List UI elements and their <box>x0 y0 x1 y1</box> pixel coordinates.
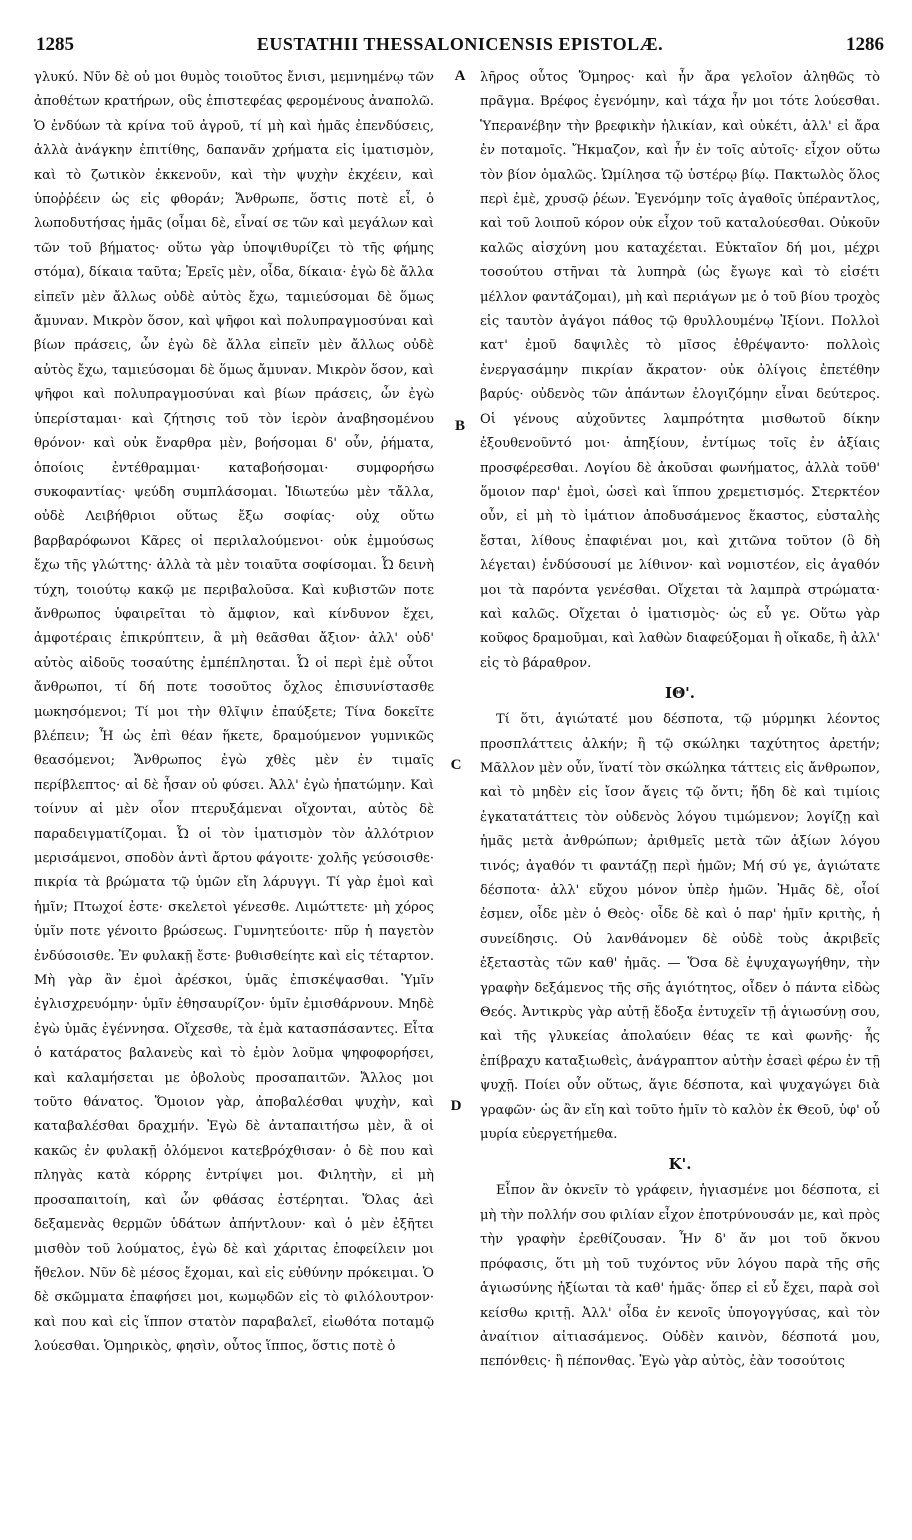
page-number-right: 1286 <box>846 34 884 55</box>
letter-18-ending: λῆρος οὗτος Ὅμηρος· καὶ ἦν ἄρα γελοῖον ἀληθῶς τὸ πρᾶγμα. Βρέφος ἐγενόμην, καὶ τάχα ἦν μοι τότε λούεσθαι. Ὑπερανέβην τὴν βρεφικὴν ἡλικίαν, καὶ οὐκέτι, ἀλλ' εἰ ἄρα ἐν ποταμοῖς. Ἤκμαζον, καὶ ἦν ἐν τοῖς αὐτοῖς· εἶχον οὕτω τὸν βίον ὁμαλῶς. Ὡμίλησα τῷ ὑστέρῳ βίῳ. Πακτωλὸς ὅλος περὶ ἐμὲ, χρυσῷ ῥέων. Ἐγενόμην τοῖς ἀγαθοῖς ὑπέραντλος, καὶ τοῦ λοιποῦ κόρον οὐκ εἶχον τοῦ καταλούεσθαι. Οὐκοῦν καλῶς αἰσχύνη μου καταχέεται. Εὐκταῖον δή μοι, μέχρι τοσούτου στῆναι τὰ λυπηρὰ (ὡς ἔγωγε καὶ τὸ εἰσέτι μέλλον φαντάζομαι), μὴ καὶ περιάγων με ὁ τοῦ βίου τροχὸς εἰς ταυτὸν ἀγάγοι πάθος τῷ θρυλλουμένῳ Ἰξίονι. Πολλοὶ κατ' ἐμοῦ δαψιλὲς τὸ μῖσος ἐθρέψαντο· πολλοὶς ἐνεργασάμην πικρίαν ἄκρατον· οὐκ ὀλίγοις ἐπετέθην βαρύς· οὐδενὸς τῶν ἁπάντων ἐλογιζόμην εἶναι δεύτερος. Οἱ γένους αὐχοῦντες λαμπρότητα μισθωτοῦ δίκην ἐξουθενοῦντό μοι· ἀπηξίουν, ἐντίμως τοῖς ἐν ἀξίαις προσφέρεσθαι. Λογίου δὲ ἀκοῦσαι φωνήματος, ἀλλὰ τοῦθ' ὅμοιον παρ' ἐμοὶ, ὡσεὶ καὶ ἵππου χρεμετισμός. Στερκτέον οὖν, εἰ μὴ τὸ ἱμάτιον ἀποδυσάμενος ἕκαστος, εὐσταλὴς ἔσται, λίθους ἐπαφιέναι μοι, καὶ χιτῶνα τοῦτον (ὃ δὴ λέγεται) ἐνδύσουσί με λίθινον· καὶ νομιστέον, εἰς ἀγαθόν μοι τὰ παρόντα γενέσθαι. Οἴχεται τὰ λαμπρὰ στρώματα· καὶ καλῶς. Οἴχεται ὁ ἱματισμὸς· ὡς εὖ γε. Οὕτω γὰρ κοῦφος δραμοῦμαι, καὶ λαθὼν διαφεύξομαι ἢ οἴκαδε, ἢ ἀλλ' εἰς τὸ βάραθρον. <box>480 70 880 671</box>
letter-20-heading: Κ'. <box>668 1155 692 1174</box>
margin-letter-d: D <box>450 1098 462 1114</box>
left-column-text: γλυκύ. Νῦν δὲ οὐ μοι θυμὸς τοιοῦτος ἔνισι, μεμνημένῳ τῶν ἀποθέτων κρατήρων, οὓς ἐπιστεφέας φερομένους ἀναπολῶ. Ὁ ἐνδύων τὰ κρίνα τοῦ ἀγροῦ, τί μὴ καὶ ἡμᾶς ἐπενδύσεις, ἀλλὰ ἀνάγκην ἐπιτίθης, δαπανᾶν χρήματα εἰς ἱματισμὸν, καὶ τὸ ζωτικὸν ἐκκενοῦν, καὶ τὴν ψυχὴν ἐκχέειν, καὶ ὑποῤῥέειν ὡς εἰς φθοράν; Ἄνθρωπε, ὅστις ποτὲ εἶ, ὁ λωποδυτήσας ἡμᾶς (οἶμαι δὲ, εἶναί σε τῶν καὶ μεγάλων καὶ τῶν τοῦ βήματος· οὕτω γὰρ ὑποψιθυρίζει τὸ τῆς φήμης στόμα), δίκαια ταῦτα; Ἐρεῖς μὲν, οἶδα, δίκαια· ἐγὼ δὲ ἄλλα εἰπεῖν μὲν ἄλλως οὐδὲ αὐτὸς ἔχω, ταμιεύσομαι δὲ ὅμως ἄμυναν. Μικρὸν ὅσον, καὶ ψῆφοι καὶ πολυπραγμοσύναι καὶ βίων πράσεις, ὧν ἐγὼ δὲ ἄλλα εἰπεῖν μὲν ἄλλως οὐδὲ αὐτὸς ἔχω, ταμιεύσομαι δὲ ὅμως ἄμυναν. Μικρὸν ὅσον, καὶ ψῆφοι καὶ πολυπραγμοσύναι καὶ βίων πράσεις, ὧν ἐγὼ ὑπερίσταμαι· καὶ ζήτησις τοῦ τὸν ἱερὸν ἀναβησομένου θρόνον· καὶ οὐκ ἔναρθρα μὲν, βοήσομαι δ' οὖν, ῥήματα, ὁποίοις ἐντέθραμμαι· καταβοήσομαι· συμφορήσω συκοφαντίας· ψεύδη συμπλάσομαι. Ἰδιωτεύω μὲν τἄλλα, οὐδὲ Λειβήθριοι οὕτως ἔξω σοφίας· οὐχ οὕτω βαρβαρόφωνοι Κᾶρες οἱ περιλαλούμενοι· οὐκ ἐμμούσως ἔχω τῆς γλώττης· ἀλλὰ τὰ μὲν τοιαῦτα σοφίσομαι. Ὦ δεινὴ τύχη, τοιούτῳ κακῷ με περιβαλοῦσα. Καὶ κυβιστῶν ποτε ἄνθρωπος ὑφαιρεῖται τὸ ἄμφιον, καὶ κίνδυνον ἔχει, ἀμφοτέραις ἐπικρύπτειν, ἃ μὴ θεᾶσθαι ἄξιον· ἀλλ' οὐδ' αὐτὸς αἰδοῦς τοσαύτης ἐμπέπλησται. Ὦ οἱ περὶ ἐμὲ οὗτοι ἄνθρωποι, τί δή ποτε τοσοῦτος ὄχλος ἐπισυνίστασθε μωκησόμενοι; Τί μοι τὴν θλῖψιν ἐπαύξετε; Τίνα δοκεῖτε βλέπειν; Ἦ ὡς ἐπὶ θέαν ἥκετε, δραμούμενον γυμνικῶς θεασόμενοι; Ἄνθρωπος ἐγὼ χθὲς μὲν ἐν τιμαῖς περίβλεπτος· αἱ δὲ ἦσαν οὐ φύσει. Ἀλλ' ἐγὼ ἠπατώμην. Καὶ τοίνυν αἱ μὲν οἷον πτερυξάμεναι οἴχονται, αὐτὸς δὲ παραδειγματίζομαι. Ὦ οἱ τὸν ἱματισμὸν τὸν ἀλλότριον μερισάμενοι, σποδὸν ἀντὶ ἄρτου φάγοιτε· χολῆς γεύσοισθε· πικρία τὰ βρώματα τῷ ὑμῶν εἴη λάρυγγι. Τί γὰρ ἐμοὶ καὶ ἡμῖν; Πτωχοί ἐστε· σκελετοὶ γένεσθε. Λιμώττετε· μὴ χόρος ὑμῖν ποτε γένοιτο βρώσεως. Γυμνητεύοιτε· πῦρ ἡ παγετὸν ἐνδύσοισθε. Ἐν φυλακῇ ἔστε· βυθισθείητε καὶ εἰς τέταρτον. Μὴ γὰρ ἂν ἐμοὶ ἀρέσκοι, ὑμᾶς ἐπισκέψασθαι. Ὑμῖν ἐγλισχρευόμην· ὑμῖν ἐθησαυρίζον· ὑμῖν ἐμισθάρνουν. Μηδὲ ἐγὼ ὑμᾶς ἐγέννησα. Οἴχεσθε, τὰ ἐμὰ κατασπάσαντες. Εἶτα ὁ κατάρατος βαλανεὺς καὶ τὸ ἐμὸν λοῦμα ψηφοφορήσει, καὶ καλαμήσεται με ὀβολοὺς προσαπαιτῶν. Ἄλλος μοι τοῦτο θάνατος. Ὅμοιον γὰρ, ἀποβαλέσθαι ψυχὴν, καὶ καταβαλέσθαι δραχμήν. Ἐγὼ δὲ ἀνταπαιτήσω μὲν, ἃ οἱ κακῶς ἐν φυλακῇ ὀλόμενοι κατεβρόχθισαν· ὁ δὲ που καὶ πληγὰς κατὰ κόρρης ἐντρίψει μοι. Φιλητὴν, εἰ μὴ προσαπαιτοίη, καὶ ὧν φθάσας ἐστέρηται. Ὅλας ἀεὶ δεξαμενὰς θερμῶν ὑδάτων ἀπήντλουν· καὶ ὁ μὲν ἐξῆτει μισθὸν τοῦ λούματος, ἐγὼ δὲ καὶ χάριτας ἐποφείλειν μοι ἤθελον. Νῦν δὲ μέσος ἔχομαι, καὶ εἰς εὐθύνην πρόκειμαι. Ὁ δὲ σκῶμματα ἐπαφήσει μοι, κωμῳδῶν εἰς τὸ φιλόλουτρον· καὶ που καὶ εἰς ἵππον στατὸν παραβαλεῖ, εἰωθότα ποταμῷ λούεσθαι. Ὁμηρικὸς, φησὶν, οὗτος ἵππος, ὅστις ποτὲ ὁ <box>34 70 434 1355</box>
margin-letter-c: C <box>450 757 462 773</box>
running-title: EUSTATHII THESSALONICENSIS EPISTOLÆ. <box>256 34 664 54</box>
margin-letter-b: B <box>454 418 465 434</box>
letter-19-text: Τί ὅτι, ἁγιώτατέ μου δέσποτα, τῷ μύρμηκι λέοντος προσπλάττεις ἀλκήν; ἢ τῷ σκώληκι ταχύτητος ἀρετήν; Μᾶλλον μὲν οὖν, ἵνατί τὸν σκώληκα τάττεις εἰς ἄνθρωπον, καὶ τὸ μηδὲν εἰς ἴσον ἄγεις τῷ ὄντι; ἤδη δὲ καὶ τιμίοις ἐγκατατάττεις τὸν οὐδενὸς λόγου τιμώμενον; λογίζῃ καὶ ἡμᾶς μετὰ ἀνθρώπων; ἀριθμεῖς μετὰ τῶν ἀξίων λόγου τινός; ἀγαθόν τι φαντάζῃ περὶ ἡμῶν; Μή σύ γε, ἁγιώτατε δέσποτα· ἀλλ' εὔχου μόνον ὑπὲρ ἡμῶν. Ἡμᾶς δὲ, οἷοί ἐσμεν, οἶδε μὲν ὁ Θεὸς· οἶδε δὲ καὶ ὁ παρ' ἡμῖν κριτὴς, ἡ συνείδησις. Οὐ λανθάνομεν δὲ οὐδὲ τοὺς ἀκριβεῖς ἐξεταστὰς τῶν καθ' ἡμᾶς. — Ὅσα δὲ ἐψυχαγωγήθην, τὴν γραφὴν δεξάμενος τῆς σῆς ἁγιότητος, οἶδεν ὁ πάντα εἰδὼς Θεός. Ἀντικρὺς γὰρ αὐτῇ ἔδοξα ἐντυχεῖν τῇ ἁγιωσύνῃ σου, καὶ τῆς γλυκείας ἀπολαύειν θέας τε καὶ φωνῆς· ἧς ἐπίβραχυ καταξιωθεὶς, ἀνάγραπτον αὐτὴν ἐσαεὶ φέρω ἐν τῇ ψυχῇ. Ποίει οὖν οὕτως, ἅγιε δέσποτα, καὶ ψυχαγώγει διὰ γραφῶν· ὡς ἂν εἴη καὶ τοῦτο ἡμῖν τὸ καλὸν ἐκ Θεοῦ, ὑφ' οὗ μυρία εὐεργετήμεθα. <box>480 712 880 1143</box>
letter-20-text: Εἶπον ἂν ὀκνεῖν τὸ γράφειν, ἡγιασμένε μοι δέσποτα, εἰ μὴ τὴν πολλήν σου φιλίαν εἶχον ἐποτρύνουσάν με, καὶ πρὸς τὴν γραφὴν ἐρεθίζουσαν. Ἦν δ' ἄν μοι τοῦ ὄκνου πρόφασις, ὅτι μὴ τοῦ τυχόντος νῦν λόγου παρὰ τῆς σῆς ἁγιωσύνης ἠξίωται τὰ καθ' ἡμᾶς· ὅπερ εἰ εὖ ἔχει, παρὰ σοὶ κείσθω κριτῇ. Ἀλλ' οἶδα ἐν κενοῖς ὑπογογγύσας, καὶ τὸν ἀναίτιον αἰτιασάμενος. Οὐδὲν καινὸν, δέσποτά μου, πεπόνθεις· ἢ πέπονθας. Ἐγὼ γὰρ αὐτὸς, ἐὰν τοσούτοις <box>480 1183 880 1370</box>
page-header <box>36 34 884 62</box>
left-column <box>34 66 434 1534</box>
letter-19-heading: ΙΘ'. <box>665 684 695 703</box>
page-number-left: 1285 <box>36 34 74 55</box>
right-column <box>480 66 880 1534</box>
margin-letter-a: A <box>454 68 466 84</box>
